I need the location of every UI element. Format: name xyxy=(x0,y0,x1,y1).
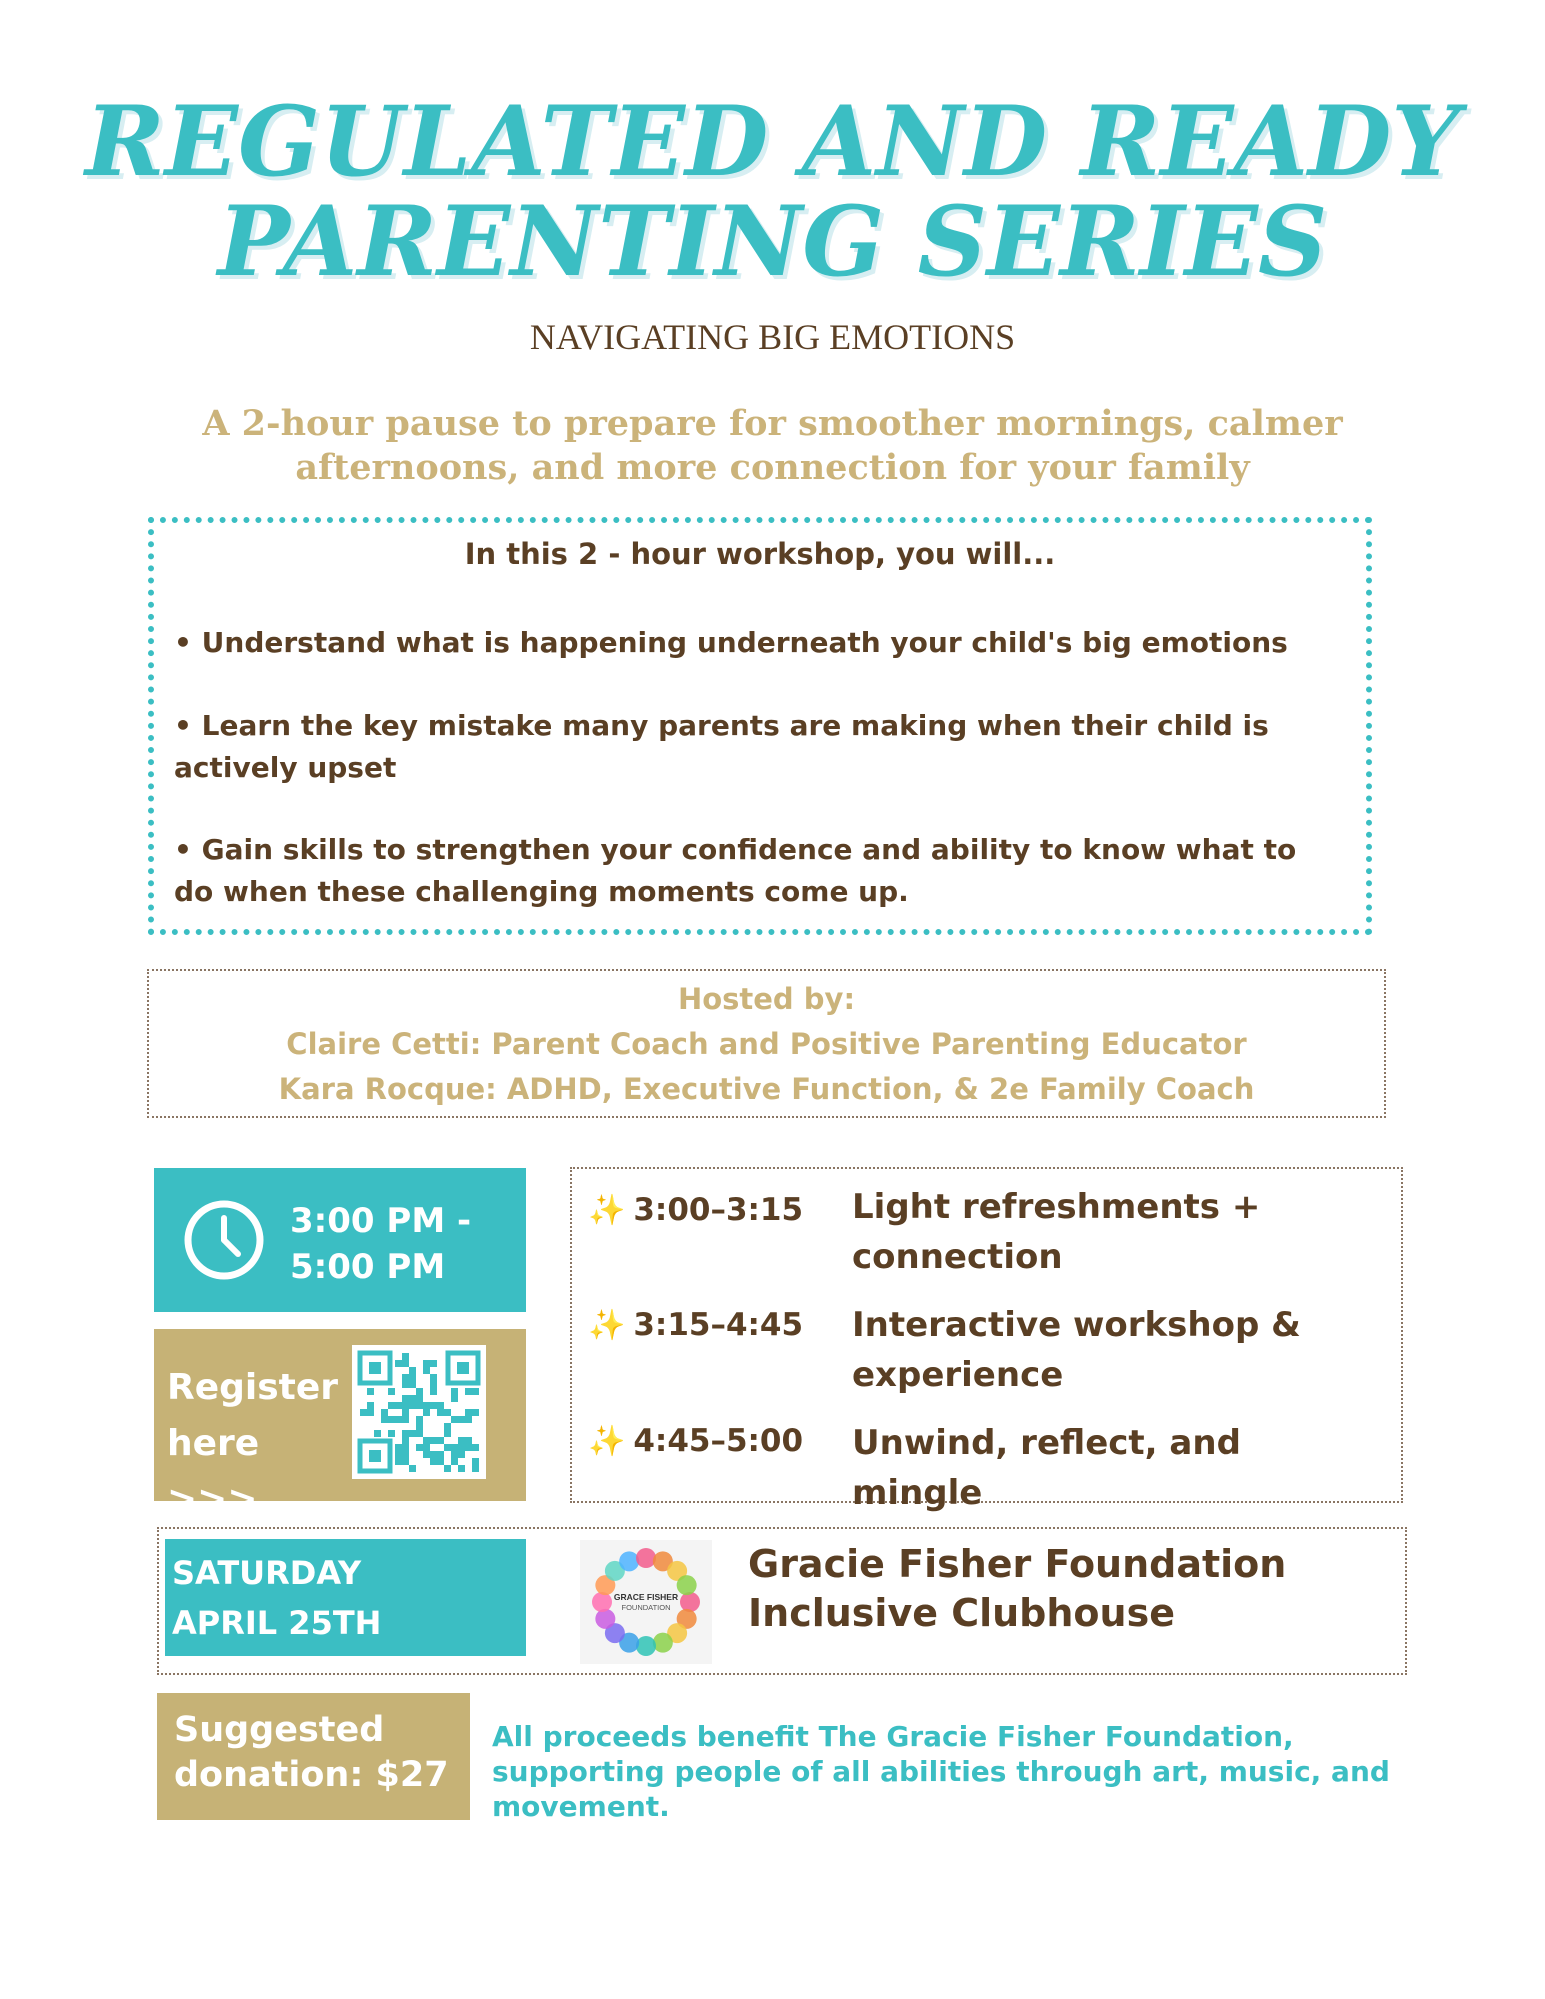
title-line-2: PARENTING SERIES xyxy=(217,185,1328,298)
event-date xyxy=(172,1548,381,1648)
title-line-1: REGULATED AND READY xyxy=(85,85,1460,198)
logo-text-1: GRACE FISHER xyxy=(613,1592,679,1602)
register-link[interactable] xyxy=(167,1360,347,1528)
donation-text xyxy=(174,1708,464,1798)
workshop-bullet-3: • Gain skills to strengthen your confidence and ability to know what to do when these challenging moments come up. xyxy=(174,833,1297,908)
host-1: Claire Cetti: Parent Coach and Positive Parenting Educator xyxy=(286,1027,1247,1061)
event-time-start: 3:00 PM - xyxy=(290,1201,472,1241)
foundation-logo xyxy=(580,1540,712,1664)
event-date-value: APRIL 25TH xyxy=(172,1604,382,1642)
event-time xyxy=(290,1198,520,1290)
tagline-line-2: afternoons, and more connection for your family xyxy=(295,447,1250,488)
sparkle-icon: ✨ xyxy=(588,1424,626,1459)
schedule-item-3-desc: Unwind, reflect, and mingle xyxy=(852,1423,1241,1513)
schedule-item-1-desc: Light refreshments + connection xyxy=(852,1187,1261,1277)
hosted-by-label: Hosted by: xyxy=(677,982,856,1016)
register-line-1: Register xyxy=(167,1367,339,1408)
schedule-item-2-desc: Interactive workshop & experience xyxy=(852,1305,1301,1395)
event-time-end: 5:00 PM xyxy=(290,1247,446,1287)
donation-line-1: Suggested xyxy=(174,1710,385,1750)
tagline-line-1: A 2-hour pause to prepare for smoother mornings, calmer xyxy=(202,403,1343,444)
sparkle-icon: ✨ xyxy=(588,1193,626,1228)
workshop-intro: In this 2 - hour workshop, you will... xyxy=(464,537,1056,571)
schedule-time: 3:00–3:15 xyxy=(633,1192,804,1228)
event-day: SATURDAY xyxy=(172,1554,362,1592)
schedule-time: 4:45–5:00 xyxy=(633,1423,804,1459)
logo-text-2: FOUNDATION xyxy=(621,1603,671,1612)
schedule-time: 3:15–4:45 xyxy=(633,1307,804,1343)
schedule-item-2-time xyxy=(588,1307,808,1343)
proceeds-note: All proceeds benefit The Gracie Fisher Foundation, supporting people of all abilities through art, music, and movement. xyxy=(492,1720,1390,1823)
venue-line-1: Gracie Fisher Foundation xyxy=(748,1542,1287,1586)
qr-code-icon[interactable] xyxy=(352,1345,486,1479)
register-line-2: here >>> xyxy=(167,1423,260,1520)
workshop-bullet-2: • Learn the key mistake many parents are making when their child is actively upset xyxy=(174,709,1269,784)
venue xyxy=(748,1540,1368,1638)
donation-line-2: donation: $27 xyxy=(174,1755,449,1795)
schedule-item-1-time xyxy=(588,1192,808,1228)
workshop-bullet-1: • Understand what is happening underneath your child's big emotions xyxy=(174,626,1288,659)
schedule-item-3-time xyxy=(588,1423,808,1459)
venue-line-2: Inclusive Clubhouse xyxy=(748,1591,1175,1635)
clock-icon xyxy=(182,1198,266,1282)
subtitle: NAVIGATING BIG EMOTIONS xyxy=(529,317,1016,357)
sparkle-icon: ✨ xyxy=(588,1308,626,1343)
host-2: Kara Rocque: ADHD, Executive Function, & 2e Family Coach xyxy=(278,1072,1255,1106)
